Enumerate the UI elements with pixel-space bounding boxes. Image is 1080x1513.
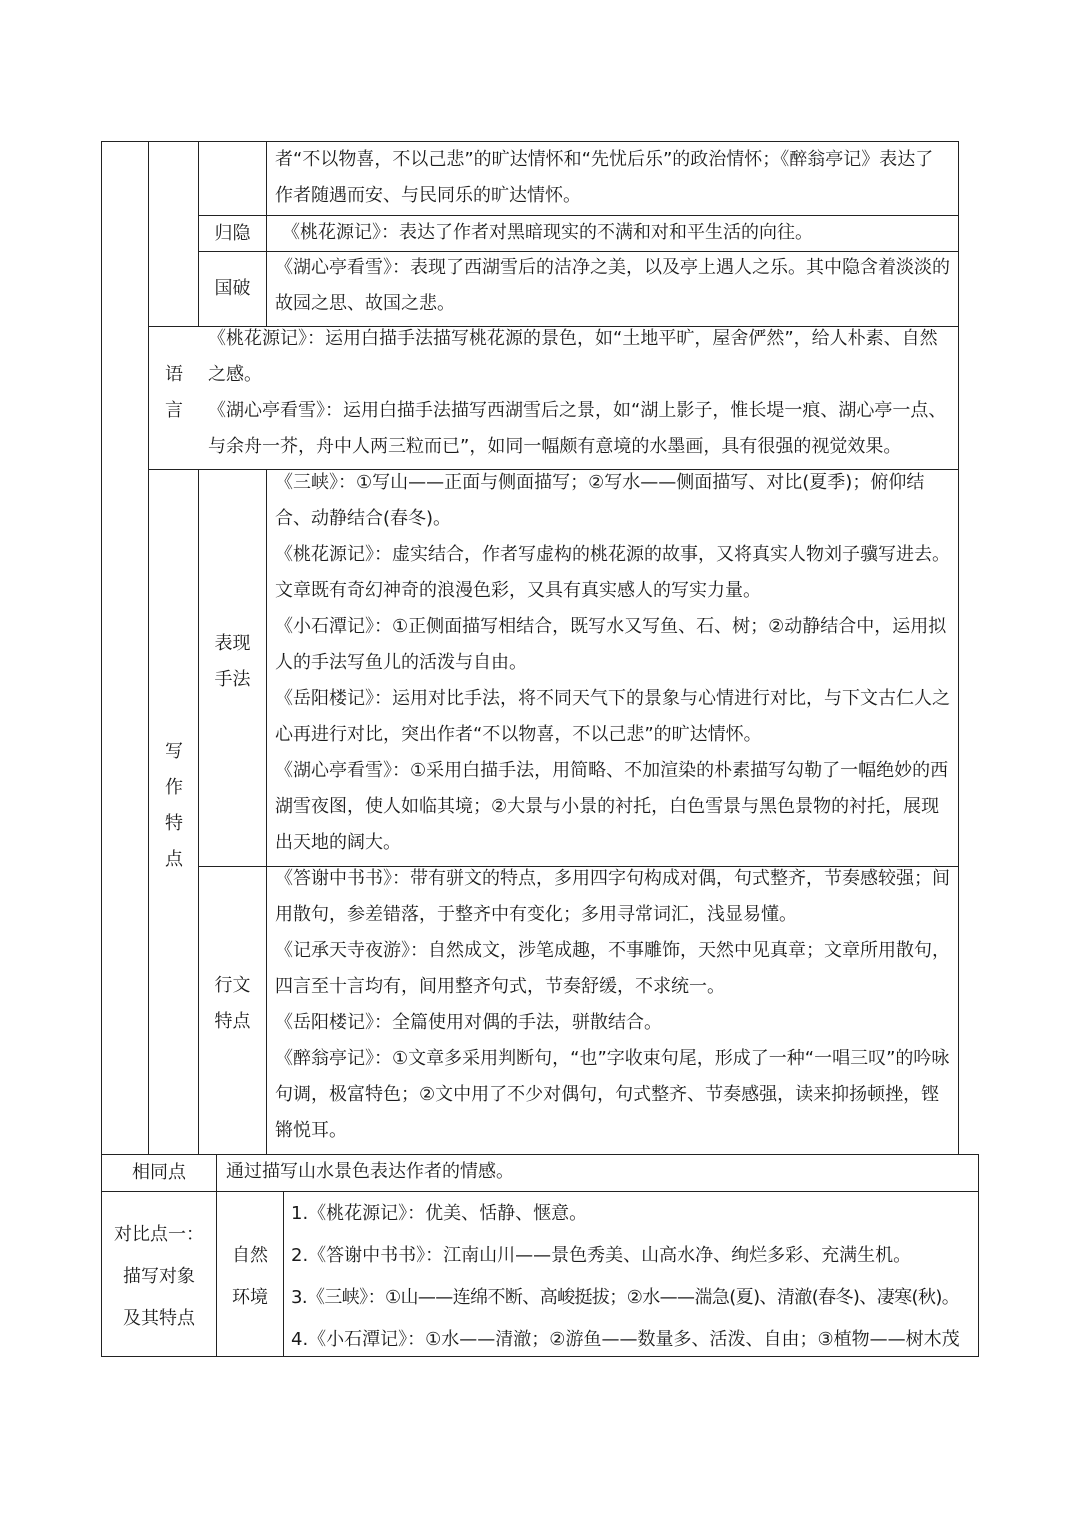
contrast-items-cell xyxy=(291,1193,977,1361)
contrast-label-line: 对比点一： xyxy=(114,1224,204,1245)
contrast-item: 4.《小石潭记》：①水——清澈；②游鱼——数量多、活泼、自由；③植物——树木茂 xyxy=(291,1329,960,1350)
contrast-item: 1.《桃花源记》：优美、恬静、惬意。 xyxy=(291,1203,588,1224)
guiyin-text: 《桃花源记》：表达了作者对黑暗现实的不满和对和平生活的向往。 xyxy=(282,222,813,243)
technique-paragraph: 《三峡》：①写山——正面与侧面描写；②写水——侧面描写、对比(夏季)；俯仰结合、动静结合(春冬)。 xyxy=(275,472,925,529)
guopo-label: 国破 xyxy=(214,278,251,299)
technique-paragraph: 《小石潭记》：①正侧面描写相结合，既写水又写鱼、石、树；②动静结合中，运用拟人的手法写鱼儿的活泼与自由。 xyxy=(275,616,947,673)
contrast-sublabel-cell xyxy=(217,1235,283,1319)
writing-label-cell xyxy=(163,734,185,878)
technique-paragraph: 《岳阳楼记》：运用对比手法，将不同天气下的景象与心情进行对比，与下文古仁人之心再进行对比，突出作者“不以物喜，不以己悲”的旷达情怀。 xyxy=(275,688,950,745)
guiyin-text-cell xyxy=(282,215,952,251)
continued-text-cell xyxy=(275,142,951,214)
contrast-label-line: 及其特点 xyxy=(123,1308,195,1329)
table-border-right xyxy=(958,141,959,1154)
techniques-label-line: 表现 xyxy=(214,633,251,654)
style-paragraph: 《醉翁亭记》：①文章多采用判断句，“也”字收束句尾，形成了一种“一唱三叹”的吟咏句调，极富特色；②文中用了不少对偶句，句式整齐、节奏感强，读来抑扬顿挫，铿锵悦耳。 xyxy=(275,1048,950,1141)
style-paragraph: 《记承天寺夜游》：自然成文，涉笔成趣，不事雕饰，天然中见真章；文章所用散句，四言至十言均有，间用整齐句式，节奏舒缓，不求统一。 xyxy=(275,940,950,997)
techniques-content-cell xyxy=(275,465,955,861)
row-divider-contrast xyxy=(101,1191,979,1192)
divider-col2b xyxy=(198,469,199,1154)
divider-contrast-sub xyxy=(283,1191,284,1357)
writing-label-char: 作 xyxy=(165,777,183,798)
language-content-cell xyxy=(208,321,952,465)
continued-text: 者“不以物喜，不以己悲”的旷达情怀和“先忧后乐”的政治情怀；《醉翁亭记》表达了作者随遇而安、与民同乐的旷达情怀。 xyxy=(275,149,934,206)
contrast-label-cell xyxy=(102,1214,216,1340)
guopo-text-cell xyxy=(275,250,951,322)
contrast-item: 3.《三峡》：①山——连绵不断、高峻挺拔；②水——湍急(夏)、清澈(春冬)、凄寒(秋)。 xyxy=(291,1287,960,1308)
common-text-cell xyxy=(226,1154,966,1190)
guiyin-label-cell xyxy=(199,216,266,251)
divider-col1 xyxy=(148,141,149,1154)
divider-col3b xyxy=(266,469,267,1154)
contrast-label-line: 描写对象 xyxy=(123,1266,195,1287)
language-label-char: 言 xyxy=(165,400,183,421)
style-paragraph: 《岳阳楼记》：全篇使用对偶的手法，骈散结合。 xyxy=(275,1012,662,1033)
contrast-sublabel-line: 环境 xyxy=(232,1287,268,1308)
technique-paragraph: 《桃花源记》：虚实结合，作者写虚构的桃花源的故事，又将真实人物刘子骥写进去。文章既有奇幻神奇的浪漫色彩，又具有真实感人的写实力量。 xyxy=(275,544,950,601)
techniques-label-line: 手法 xyxy=(214,669,251,690)
style-label-line: 特点 xyxy=(214,1011,251,1032)
table-border-right-lower xyxy=(978,1154,979,1357)
style-paragraph: 《答谢中书书》：带有骈文的特点，多用四字句构成对偶，句式整齐，节奏感较强；间用散句，参差错落，于整齐中有变化；多用寻常词汇，浅显易懂。 xyxy=(275,868,950,925)
writing-label-char: 特 xyxy=(165,813,183,834)
style-label-line: 行文 xyxy=(214,975,251,996)
guopo-label-cell xyxy=(199,252,266,326)
language-label-char: 语 xyxy=(165,364,183,385)
techniques-label-cell xyxy=(199,626,266,698)
language-paragraph: 《湖心亭看雪》：运用白描手法描写西湖雪后之景，如“湖上影子，惟长堤一痕、湖心亭一点、与余舟一芥，舟中人两三粒而已”，如同一幅颇有意境的水墨画，具有很强的视觉效果。 xyxy=(208,400,947,457)
style-label-cell xyxy=(199,968,266,1040)
guopo-text: 《湖心亭看雪》：表现了西湖雪后的洁净之美，以及亭上遇人之乐。其中隐含着淡淡的故园之思、故国之悲。 xyxy=(275,257,950,314)
contrast-item: 2.《答谢中书书》：江南山川——景色秀美、山高水净、绚烂多彩、充满生机。 xyxy=(291,1245,912,1266)
common-text: 通过描写山水景色表达作者的情感。 xyxy=(226,1161,514,1182)
style-content-cell xyxy=(275,861,955,1149)
divider-col3 xyxy=(266,141,267,326)
common-label-cell xyxy=(102,1155,216,1191)
language-label-cell xyxy=(163,357,185,429)
writing-label-char: 写 xyxy=(165,741,183,762)
writing-label-char: 点 xyxy=(165,849,183,870)
guiyin-label: 归隐 xyxy=(214,222,251,244)
common-label: 相同点 xyxy=(132,1162,186,1183)
technique-paragraph: 《湖心亭看雪》：①采用白描手法，用简略、不加渲染的朴素描写勾勒了一幅绝妙的西湖雪夜图，使人如临其境；②大景与小景的衬托，白色雪景与黑色景物的衬托，展现出天地的阔大。 xyxy=(275,760,949,853)
contrast-sublabel-line: 自然 xyxy=(232,1245,268,1266)
language-paragraph: 《桃花源记》：运用白描手法描写桃花源的景色，如“土地平旷，屋舍俨然”，给人朴素、自然之感。 xyxy=(208,328,938,385)
